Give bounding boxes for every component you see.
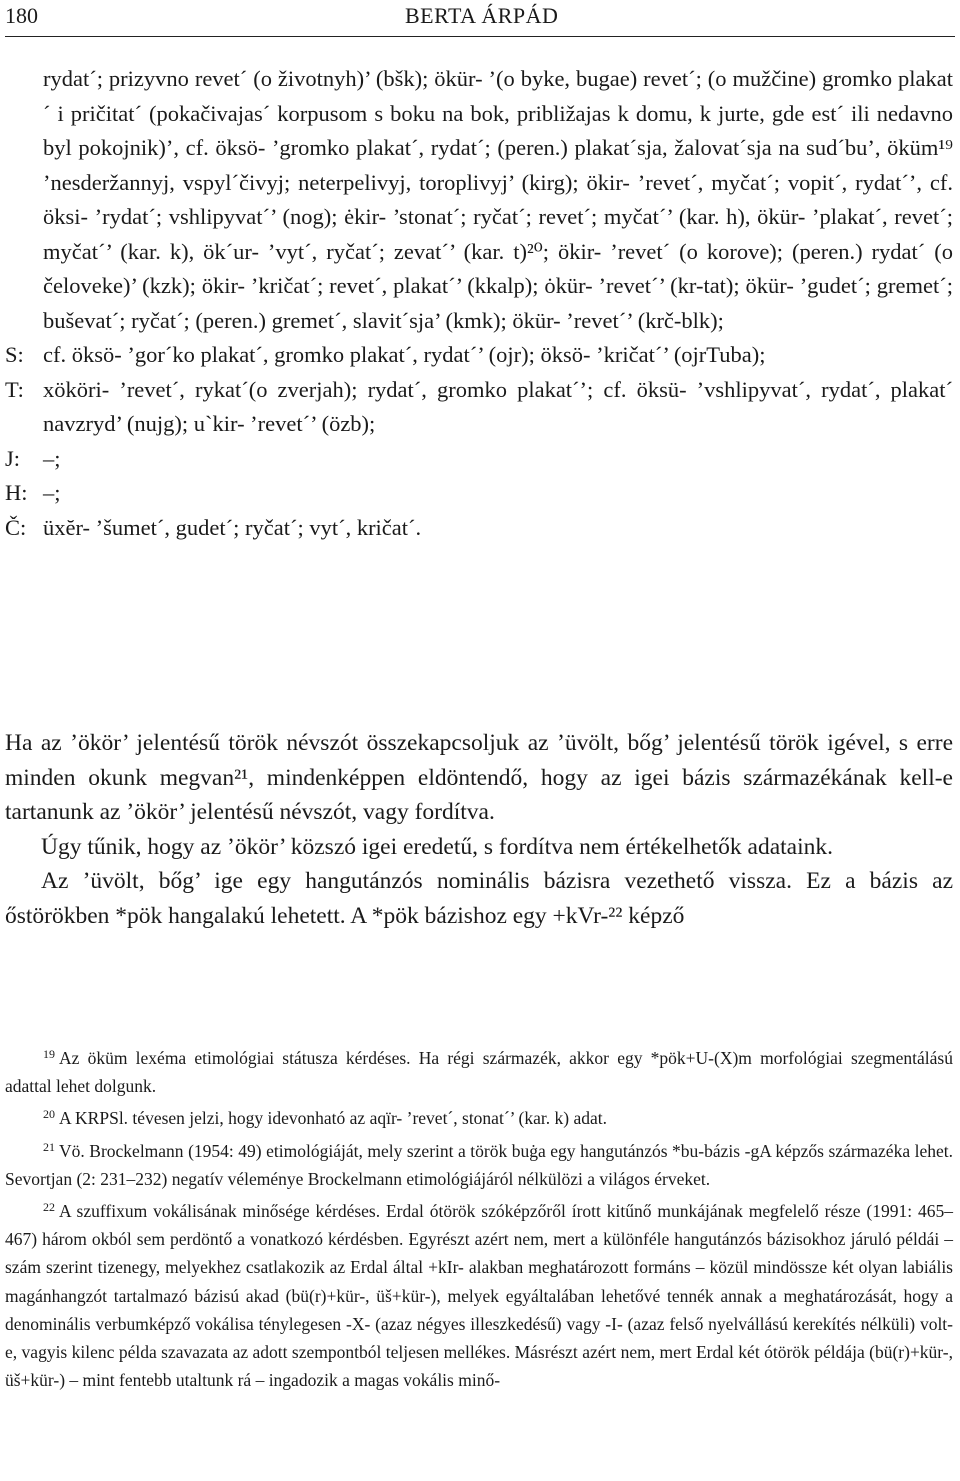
entry-h xyxy=(5,476,953,511)
entry-continuation xyxy=(5,62,953,338)
entry-s xyxy=(5,338,953,373)
body-text xyxy=(5,726,953,933)
footnotes xyxy=(5,1040,953,1394)
entry-text: –; xyxy=(43,480,61,505)
dictionary-entries xyxy=(5,62,953,545)
footnote xyxy=(5,1040,953,1100)
entry-tag: J: xyxy=(5,445,21,471)
footnote-text: A KRPSl. tévesen jelzi, hogy idevonható az aqïr- ’revet´, stonat´’ (kar. k) adat. xyxy=(59,1108,607,1129)
entry-t xyxy=(5,373,953,442)
footnote-number: 22 xyxy=(43,1200,55,1215)
footnote-text: A szuffixum vokálisának minősége kérdéses. Erdal ótörök szóképzőről írott kitűnő munkájának megfelelő része (1991: 465–467) három okból sem perdöntő a vonatkozó kérdésben. Egyrészt azért nem, mert a különféle hangutánzós bázisokhoz járuló példái – szám szerint tizenegy, melyekhez csatlakozik az Erdal által +kIr- alakban meghatározott formáns – közül mindössze két olyan labiális magánhangzót tartalmazó bázisú akad (bü(r)+kür-, üš+kür-), melyek egyáltalában lehetővé tennék annak a meghatározását, hogy a denominális verbumképző vokálisa ténylegesen -X- (azaz négyes illeszkedésű) vagy -I- (azaz felső nyelvállású kerekítés nélküli) volt-e, vagyis kilenc példa szavazata az adott szempontból teljesen mellékes. Másrészt azért nem, mert Erdal két ótörök példája (bü(r)+kür-, üš+kür-) – mint fentebb utaltunk rá – ingadozik a magas vokális minő- xyxy=(5,1201,953,1391)
header-rule xyxy=(5,36,955,37)
footnote-number: 21 xyxy=(43,1139,55,1154)
footnote-text: Az öküm lexéma etimológiai státusza kérdéses. Ha régi származék, akkor egy *pök+U-(X)m morfológiai szegmentálású adattal lehet dolgunk. xyxy=(5,1048,953,1097)
running-head: BERTA ÁRPÁD xyxy=(405,3,559,28)
entry-j xyxy=(5,442,953,477)
entry-text: rydat´; prizyvno revet´ (o životnyh)’ (bšk); ökür- ’(o byke, bugae) revet´; (o mužčine) gromko plakat´ i pričitat´ (pokačivajas´ korpusom s boku na bok, približajas k domu, k jurte, gde est´ ili nedavno byl pokojnik)’, cf. öksö- ’gromko plakat´, rydat´; (peren.) plakat´sja, žalovat´sja na sud´bu’, öküm¹⁹ ’nesderžannyj, vspyl´čivyj; neterpelivyj, toroplivyj’ (kirg); ökir- ’revet´, myčat´; vopit´, rydat´’, cf. öksi- ’rydat´; vshlipyvat´’ (nog); ėkir- ’stonat´; ryčat´; revet´; myčat´’ (kar. h), ökür- ’plakat´, revet´; myčat´’ (kar. k), ök´ur- ’vyt´, ryčat´; zevat´’ (kar. t)²⁰; ökir- ’revet´ (o korove); (peren.) rydat´ (o čeloveke)’ (kzk); ökir- ’kričat´; revet´, plakat´’ (kkalp); ȯkür- ’revet´’ (kr-tat); ökür- ’gudet´; gremet´; buševat´; ryčat´; (peren.) gremet´, slavit´sja’ (kmk); ökür- ’revet´’ (krč-blk); xyxy=(43,66,953,333)
footnote xyxy=(5,1193,953,1394)
entry-c xyxy=(5,511,953,546)
entry-text: xököri- ’revet´, rykat´(o zverjah); rydat´, gromko plakat´’; cf. öksü- ’vshlipyvat´, rydat´, plakat´ navzryd’ (nujg); u`kir- ’revet´’ (özb); xyxy=(43,376,953,436)
body-paragraph: Úgy tűnik, hogy az ’ökör’ közszó igei eredetű, s fordítva nem értékelhetők adataink. xyxy=(41,833,833,860)
page-number: 180 xyxy=(5,3,38,28)
footnote-number: 20 xyxy=(43,1107,55,1122)
entry-text: üxĕr- ’šumet´, gudet´; ryčat´; vyt´, kričat´. xyxy=(43,514,422,540)
footnote xyxy=(5,1100,953,1132)
entry-text: cf. öksö- ’gor´ko plakat´, gromko plakat´, rydat´’ (ojr); öksö- ’kričat´’ (ojrTuba); xyxy=(43,342,766,367)
footnote xyxy=(5,1133,953,1193)
footnote-text: Vö. Brockelmann (1954: 49) etimológiáját, mely szerint a török buġa egy hangutánzós *bu-bázis -gA képzős származéka lehet. Sevortjan (2: 231–232) negatív véleménye Brockelmann etimológiájáról nélkülözi a világos érveket. xyxy=(5,1140,953,1189)
body-paragraph: Az ’üvölt, bőg’ ige egy hangutánzós nominális bázisra vezethető vissza. Ez a bázis az őstörökben *pök hangalakú lehetett. A *pök bázishoz egy +kVr-²² képző xyxy=(5,868,953,929)
entry-tag: H: xyxy=(5,480,28,505)
body-paragraph: Ha az ’ökör’ jelentésű török névszót összekapcsoljuk az ’üvölt, bőg’ jelentésű török igével, s erre minden okunk megvan²¹, mindenképpen eldöntendő, hogy az igei bázis származékának kell-e tartanunk az ’ökör’ jelentésű névszót, vagy fordítva. xyxy=(5,730,953,825)
entry-tag: T: xyxy=(5,376,24,402)
footnote-number: 19 xyxy=(43,1047,55,1061)
page-header xyxy=(5,0,955,33)
entry-tag: S: xyxy=(5,342,24,367)
entry-tag: Č: xyxy=(5,514,27,540)
entry-text: –; xyxy=(43,445,61,471)
